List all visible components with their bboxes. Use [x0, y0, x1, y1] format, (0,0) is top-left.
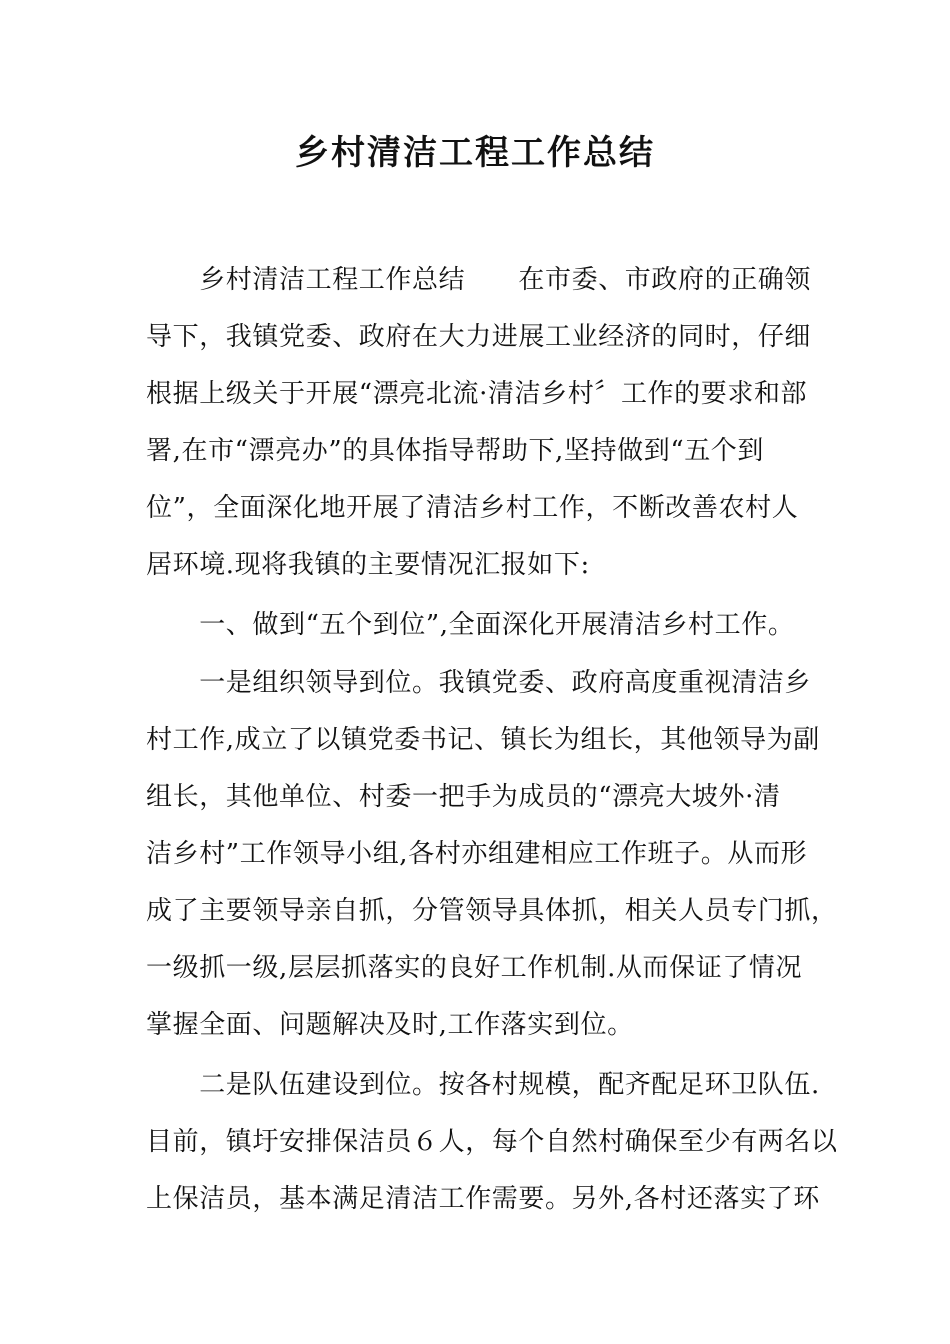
- body-line: 位”，全面深化地开展了清洁乡村工作，不断改善农村人: [146, 493, 799, 523]
- document-title: 乡村清洁工程工作总结: [295, 133, 655, 173]
- body-line: 二是队伍建设到位。按各村规模，配齐配足环卫队伍.: [146, 1070, 820, 1100]
- body-line: 导下，我镇党委、政府在大力进展工业经济的同时，仔细: [146, 322, 812, 352]
- body-line: 组长，其他单位、村委一把手为成员的“漂亮大坡外·清: [146, 782, 781, 812]
- body-line: 居环境.现将我镇的主要情况汇报如下:: [146, 550, 590, 580]
- body-line: 目前，镇圩安排保洁员６人，每个自然村确保至少有两名以: [146, 1127, 838, 1157]
- body-line: 上保洁员，基本满足清洁工作需要。另外,各村还落实了环: [146, 1184, 820, 1214]
- body-line: 一是组织领导到位。我镇党委、政府高度重视清洁乡: [146, 668, 812, 698]
- body-line: 署,在市“漂亮办”的具体指导帮助下,坚持做到“五个到: [146, 436, 765, 466]
- body-line: 根据上级关于开展“漂亮北流·清洁乡村〞工作的要求和部: [146, 379, 808, 409]
- body-line: 一级抓一级,层层抓落实的良好工作机制.从而保证了情况: [146, 953, 803, 983]
- body-line: 一、做到“五个到位”,全面深化开展清洁乡村工作。: [146, 610, 795, 640]
- body-line: 掌握全面、问题解决及时,工作落实到位。: [146, 1010, 634, 1040]
- body-line: 村工作,成立了以镇党委书记、镇长为组长，其他领导为副: [146, 725, 820, 755]
- body-line: 洁乡村”工作领导小组,各村亦组建相应工作班子。从而形: [146, 839, 808, 869]
- body-line: 成了主要领导亲自抓，分管领导具体抓，相关人员专门抓，: [146, 896, 838, 926]
- body-line: 乡村清洁工程工作总结 在市委、市政府的正确领: [146, 265, 812, 295]
